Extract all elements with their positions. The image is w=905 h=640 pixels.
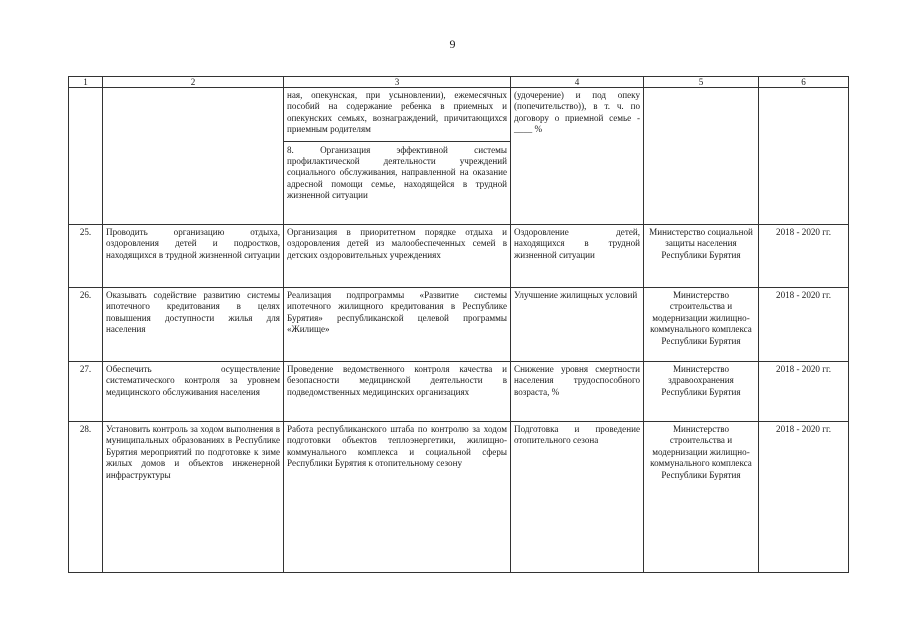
row-executor: Министерство строительства и модернизации жилищно-коммунального комплекса Республики Бурятия [644,288,759,362]
inner-divider [284,141,510,142]
row-period: 2018 - 2020 гг. [759,288,849,362]
continuation-row [69,88,849,225]
row-number: 28. [69,422,103,573]
table-row [69,225,849,288]
plan-table [68,76,849,573]
table-row [69,362,849,422]
row-indicator: Улучшение жилищных условий [511,288,644,362]
row-number: 26. [69,288,103,362]
row-task: Оказывать содействие развитию системы ипотечного кредитования в целях повышения доступности жилья для населения [103,288,284,362]
cell-num [69,88,103,225]
table-row [69,422,849,573]
cell-period [759,88,849,225]
row-executor: Министерство здравоохранения Республики Бурятия [644,362,759,422]
row-measure: Работа республиканского штаба по контролю за ходом подготовки объектов теплоэнергетики, жилищно-коммунального комплекса и социальной сферы Республики Бурятия к отопительному сезону [284,422,511,573]
table-row [69,288,849,362]
row-indicator: Снижение уровня смертности населения трудоспособного возраста, % [511,362,644,422]
row-indicator: Оздоровление детей, находящихся в трудной жизненной ситуации [511,225,644,288]
row-executor: Министерство строительства и модернизации жилищно-коммунального комплекса Республики Бурятия [644,422,759,573]
row-task: Обеспечить осуществление систематического контроля за уровнем медицинского обслуживания населения [103,362,284,422]
measure-text-continued: ная, опекунская, при усыновлении), ежемесячных пособий на содержание ребенка в приемных и опекунских семьях, вознаграждений, причитающихся приемным родителям [287,90,507,135]
row-measure: Проведение ведомственного контроля качества и безопасности медицинской деятельности в подведомственных медицинских организациях [284,362,511,422]
row-executor: Министерство социальной защиты населения Республики Бурятия [644,225,759,288]
column-number: 4 [511,77,644,88]
row-period: 2018 - 2020 гг. [759,422,849,573]
row-number: 25. [69,225,103,288]
row-period: 2018 - 2020 гг. [759,225,849,288]
column-number: 6 [759,77,849,88]
cell-executor [644,88,759,225]
column-number: 1 [69,77,103,88]
column-number: 3 [284,77,511,88]
column-number: 2 [103,77,284,88]
row-indicator: Подготовка и проведение отопительного сезона [511,422,644,573]
cell-indicator: (удочерение) и под опеку (попечительство)), в т. ч. по договору о приемной семье - ____ % [511,88,644,225]
row-task: Установить контроль за ходом выполнения в муниципальных образованиях в Республике Бурятия мероприятий по подготовке к зиме жилых домов и объектов инженерной инфраструктуры [103,422,284,573]
row-measure: Реализация подпрограммы «Развитие системы ипотечного жилищного кредитования в Республике Бурятия» республиканской целевой программы «Жилище» [284,288,511,362]
column-number: 5 [644,77,759,88]
row-measure: Организация в приоритетном порядке отдыха и оздоровления детей из малообеспеченных семей в детских оздоровительных учреждениях [284,225,511,288]
cell-task [103,88,284,225]
page-number: 9 [449,37,456,51]
measure-text-8: 8. Организация эффективной системы профилактической деятельности учреждений социального обслуживания, направленной на оказание адресной помощи семье, находящейся в трудной жизненной ситуации [287,144,507,201]
row-number: 27. [69,362,103,422]
row-task: Проводить организацию отдыха, оздоровления детей и подростков, находящихся в трудной жизненной ситуации [103,225,284,288]
row-period: 2018 - 2020 гг. [759,362,849,422]
cell-measure [284,88,511,225]
column-numbers-row [69,77,849,88]
